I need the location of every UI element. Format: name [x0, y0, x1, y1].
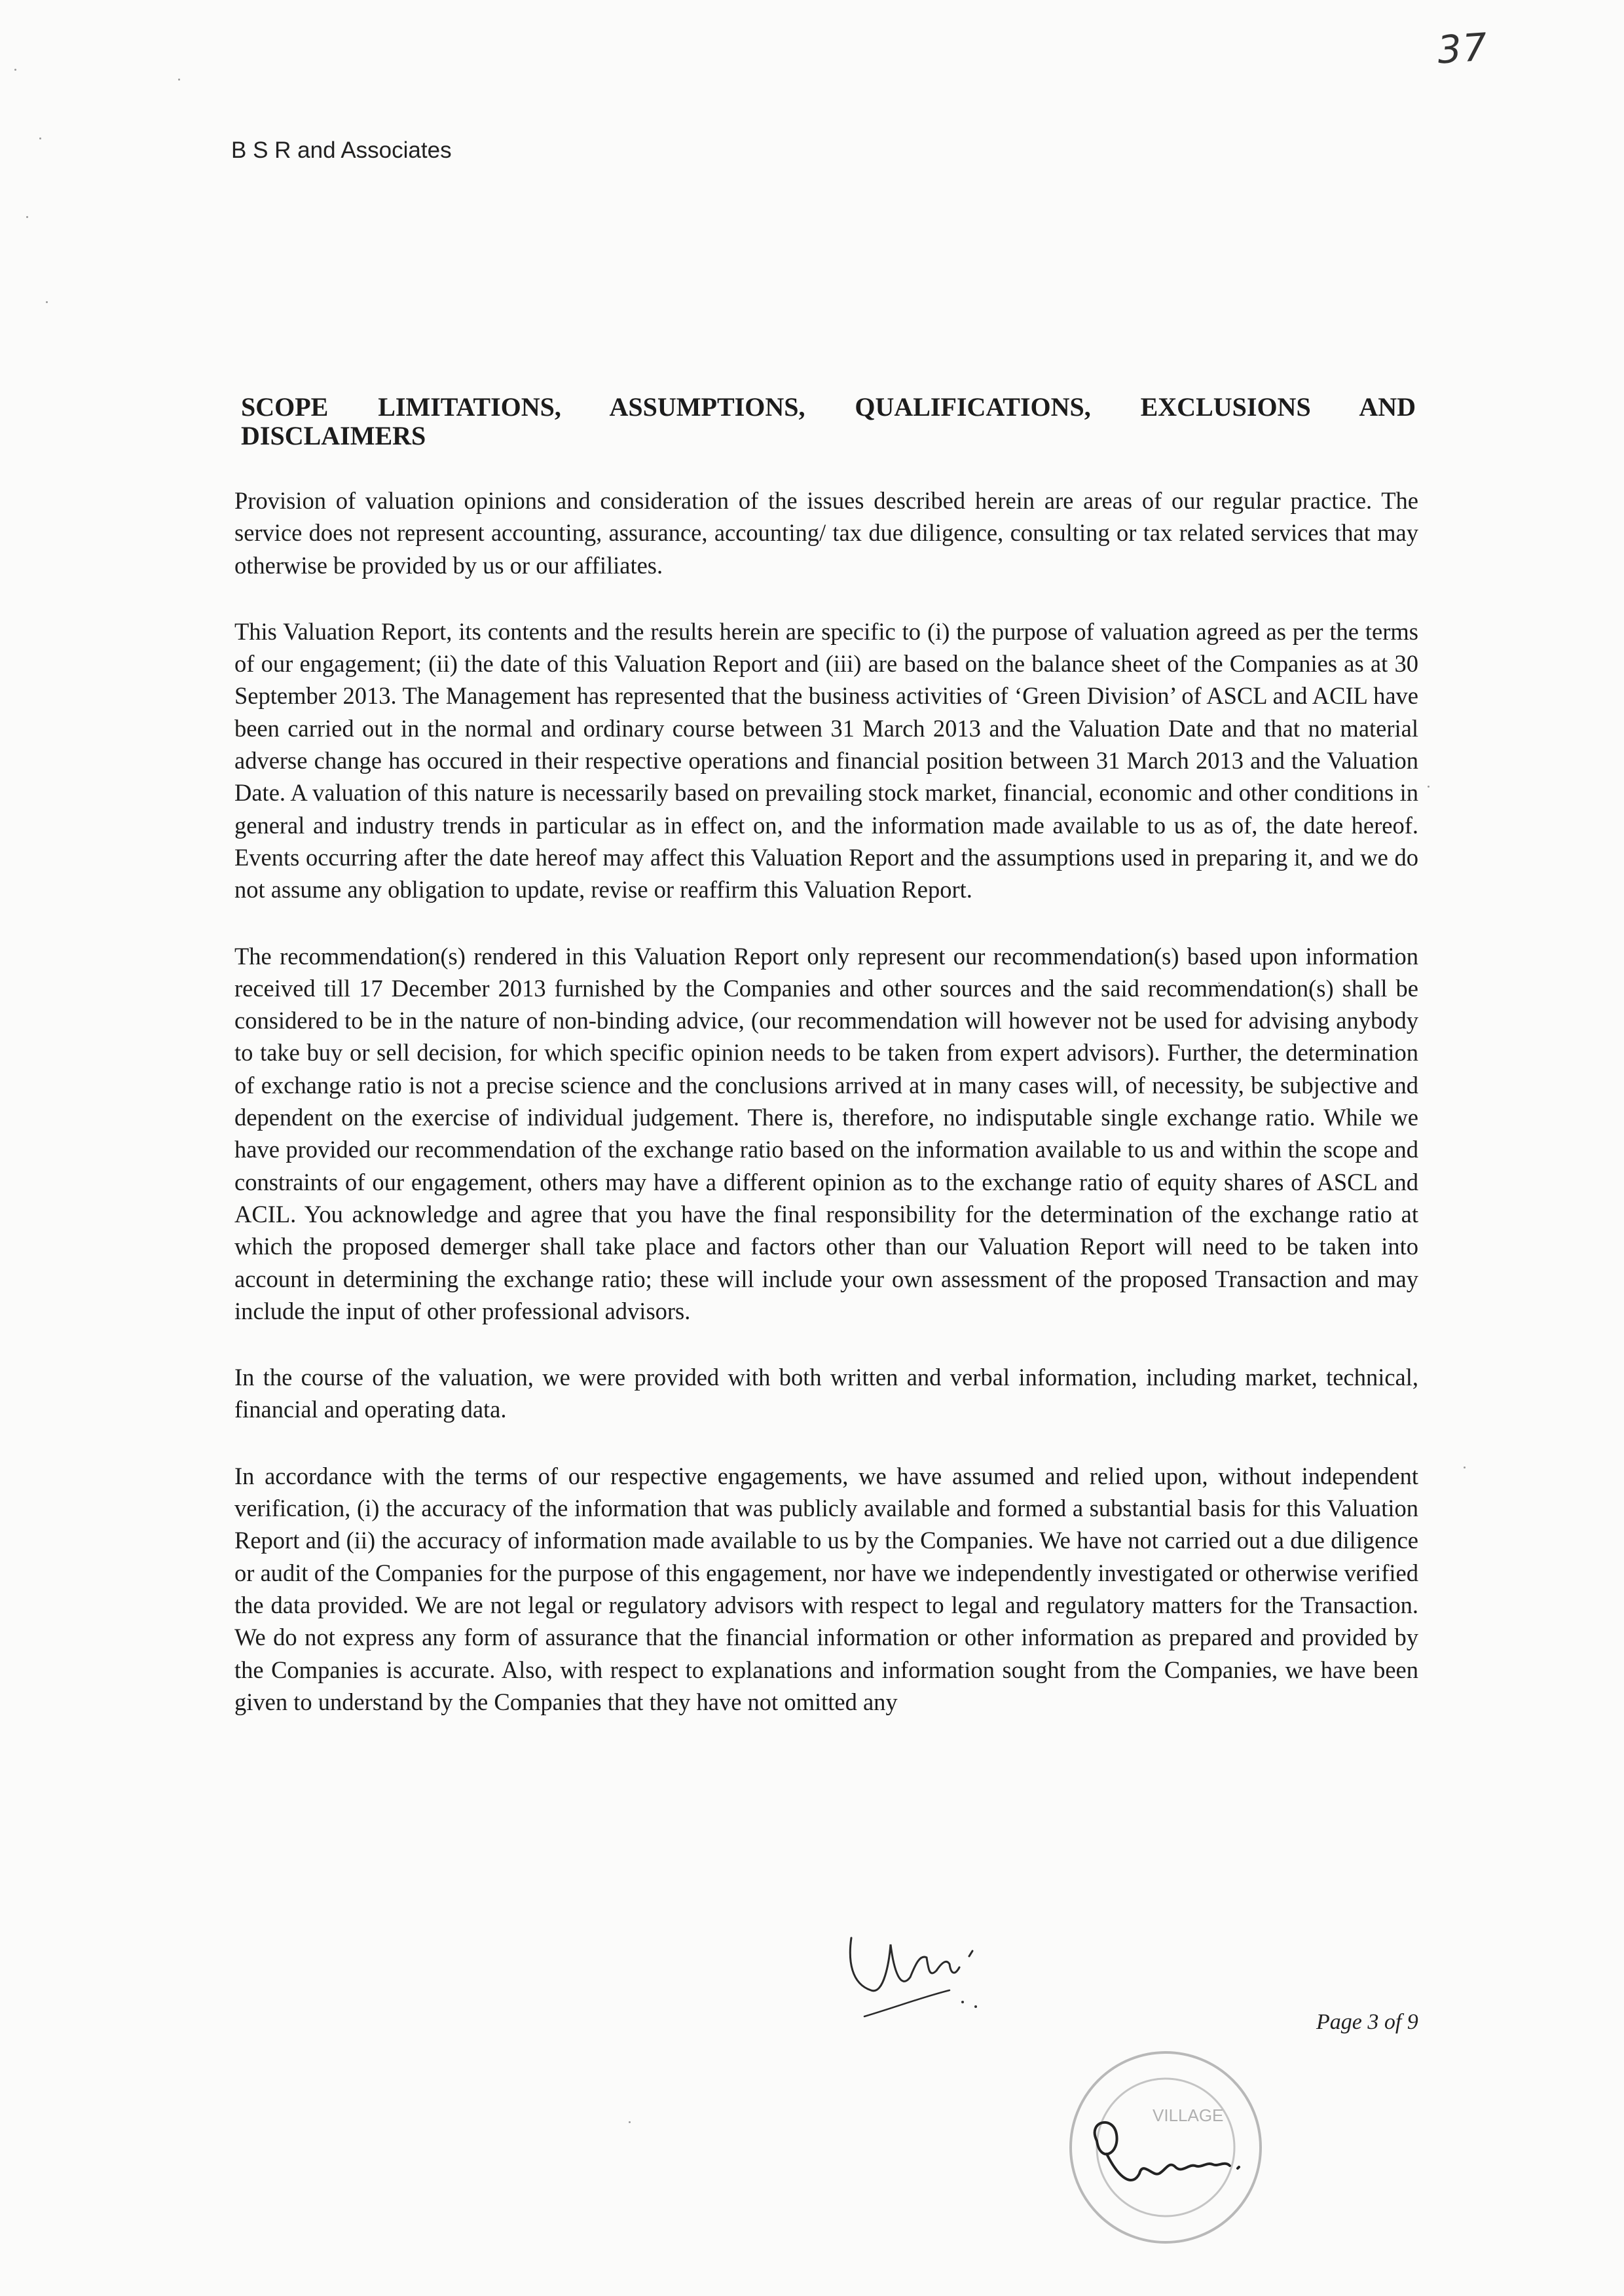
- handwritten-page-number: 37: [1435, 24, 1490, 73]
- firm-name: B S R and Associates: [231, 137, 452, 163]
- company-seal-stamp: [1061, 2043, 1283, 2259]
- signature-initials: [838, 1899, 1008, 2030]
- body-text: [234, 484, 1418, 1752]
- paragraph-scope: Provision of valuation opinions and consideration of the issues described herein are areas of our regular practice. The service does not represent accounting, assurance, accounting/ tax due diligence, consulting or tax related services that may otherwise be provided by us or our affiliates.: [234, 487, 1418, 579]
- paragraph-recommendation: The recommendation(s) rendered in this Valuation Report only represent our recommendation(s) based upon information received till 17 December 2013 furnished by the Companies and other sources and the said recommendation(s) shall be considered to be in the nature of non-binding advice, (our recommendation will however not be used for advising anybody to take buy or sell decision, for which specific opinion needs to be taken from expert advisors). Further, the determination of exchange ratio is not a precise science and the conclusions arrived at in many cases will, of necessity, be subjective and dependent on the exercise of individual judgement. There is, therefore, no indisputable single exchange ratio. While we have provided our recommendation of the exchange ratio based on the information available to us and within the scope and constraints of our engagement, others may have a different opinion as to the exchange ratio of equity shares of ASCL and ACIL. You acknowledge and agree that you have the final responsibility for the determination of the exchange ratio at which the proposed demerger shall take place and factors other than our Valuation Report will need to be taken into account in determining the exchange ratio; these will include your own assessment of the proposed Transaction and may include the input of other professional advisors.: [234, 942, 1418, 1324]
- section-heading: [241, 393, 1416, 450]
- stamp-label: VILLAGE: [1153, 2105, 1224, 2125]
- section-heading-line1: SCOPE LIMITATIONS, ASSUMPTIONS, QUALIFICATIONS, EXCLUSIONS AND: [241, 392, 1416, 422]
- page-number-label: Page 3 of 9: [1316, 2010, 1418, 2034]
- paragraph-specific: This Valuation Report, its contents and the results herein are specific to (i) the purpose of valuation agreed as per the terms of our engagement; (ii) the date of this Valuation Report and (iii) are based on the balance sheet of the Companies as at 30 September 2013. The Management has represented that the business activities of ‘Green Division’ of ASCL and ACIL have been carried out in the normal and ordinary course between 31 March 2013 and the Valuation Date and that no material adverse change has occured in their respective operations and financial position between 31 March 2013 and the Valuation Date. A valuation of this nature is necessarily based on prevailing stock market, financial, economic and other conditions in general and industry trends in particular as in effect on, and the information made available to us as of, the date hereof. Events occurring after the date hereof may affect this Valuation Report and the assumptions used in preparing it, and we do not assume any obligation to update, revise or reaffirm this Valuation Report.: [234, 617, 1418, 903]
- section-heading-line2: DISCLAIMERS: [241, 421, 426, 450]
- paragraph-information: In the course of the valuation, we were provided with both written and verbal information, including market, technical, financial and operating data.: [234, 1364, 1418, 1423]
- paragraph-reliance: In accordance with the terms of our respective engagements, we have assumed and relied upon, without independent verification, (i) the accuracy of the information that was publicly available and formed a substantial basis for this Valuation Report and (ii) the accuracy of information made available to us by the Companies. We have not carried out a due diligence or audit of the Companies for the purpose of this engagement, nor have we independently investigated or otherwise verified the data provided. We are not legal or regulatory advisors with respect to legal and regulatory matters for the Transaction. We do not express any form of assurance that the financial information or other information as prepared and provided by the Companies is accurate. Also, with respect to explanations and information sought from the Companies, we have been given to understand by the Companies that they have not omitted any: [234, 1462, 1418, 1715]
